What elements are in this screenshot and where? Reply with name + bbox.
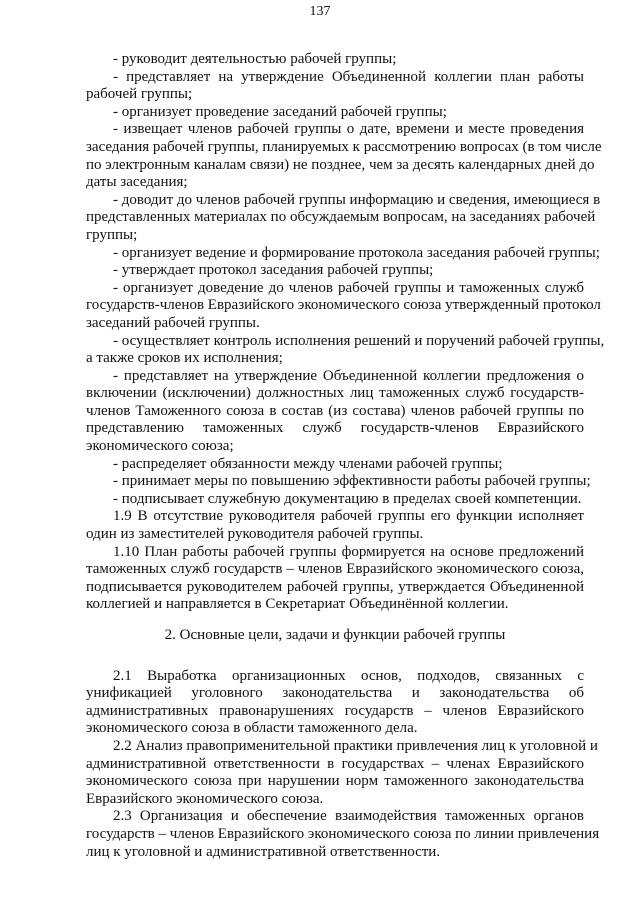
paragraph: [86, 244, 600, 263]
text-line: по электронным каналам связи) не позднее, чем за десять календарных дней до: [86, 156, 595, 173]
text-line: экономического союза в области таможенного дела.: [86, 720, 418, 737]
paragraph: [86, 104, 584, 122]
text-line: коллегией и направляется в Секретариат Объединённой коллегии.: [86, 596, 509, 613]
text-line: экономического союза;: [86, 438, 234, 455]
text-line: - утверждает протокол заседания рабочей группы;: [113, 262, 434, 279]
text-line: рабочей группы;: [86, 86, 193, 103]
paragraph: [86, 51, 584, 69]
text-line: административных правонарушениях государств – членов Евразийского: [86, 702, 584, 719]
text-line: членов Таможенного союза в состав (из состава) членов рабочей группы по: [86, 402, 584, 419]
paragraph: [86, 69, 584, 104]
text-line: лиц к уголовной и административной ответственности.: [86, 843, 441, 860]
text-line: - представляет на утверждение Объединенной коллегии предложения о: [113, 367, 584, 384]
paragraph: [86, 279, 601, 333]
paragraph: [86, 262, 584, 280]
paragraph: [86, 191, 601, 245]
text-line: государств-членов Евразийского экономического союза утвержденный протокол: [86, 297, 601, 314]
text-line: административной ответственности в государствах – членах Евразийского: [86, 755, 584, 772]
section-1: [86, 51, 605, 614]
paragraph: [86, 737, 598, 808]
paragraph: [86, 121, 602, 191]
paragraph: [86, 668, 584, 738]
paragraph: [86, 473, 591, 491]
text-line: группы;: [86, 226, 138, 243]
text-line: подписывается руководителем рабочей группы, утверждается Объединенной: [86, 578, 584, 595]
text-line: - руководит деятельностью рабочей группы;: [113, 51, 397, 67]
text-line: включении (исключении) должностных лиц таможенных служб государств-: [86, 385, 584, 402]
text-line: - доводит до членов рабочей группы информацию и сведения, имеющиеся в: [113, 191, 601, 208]
text-line: - распределяет обязанности между членами рабочей группы;: [113, 455, 503, 472]
text-line: - извещает членов рабочей группы о дате, времени и месте проведения: [113, 121, 584, 138]
text-line: - организует доведение до членов рабочей группы и таможенных служб: [113, 279, 584, 296]
text-line: Евразийского экономического союза.: [86, 790, 324, 807]
text-line: а также сроков их исполнения;: [86, 350, 283, 367]
section-2: [86, 667, 600, 862]
document-body: [86, 51, 605, 861]
text-line: представленных материалах по обсуждаемым вопросам, на заседаниях рабочей: [86, 209, 596, 226]
text-line: - организует проведение заседаний рабочей группы;: [113, 103, 447, 120]
text-line: экономического союза при нарушении норм таможенного законодательства: [86, 773, 584, 790]
paragraph: [86, 456, 584, 474]
section-heading: 2. Основные цели, задачи и функции рабочей группы: [164, 627, 506, 643]
text-line: - принимает меры по повышению эффективности работы рабочей группы;: [113, 473, 591, 490]
text-line: представлению таможенных служб государств-членов Евразийского: [86, 420, 584, 437]
text-line: даты заседания;: [86, 174, 188, 191]
paragraph: [86, 332, 605, 368]
text-line: - осуществляет контроль исполнения решений и поручений рабочей группы,: [113, 332, 605, 349]
paragraph: [86, 508, 584, 543]
text-line: - подписывает служебную документацию в пределах своей компетенции.: [113, 490, 582, 507]
text-line: - организует ведение и формирование протокола заседания рабочей группы;: [113, 244, 600, 261]
paragraph: [86, 491, 584, 509]
paragraph: [86, 808, 600, 861]
text-line: унификацией уголовного законодательства и законодательства об: [86, 685, 584, 702]
text-line: один из заместителей руководителя рабочей группы.: [86, 526, 424, 543]
paragraph: [86, 368, 584, 456]
text-line: 2.3 Организация и обеспечение взаимодействия таможенных органов: [113, 808, 584, 825]
text-line: 1.10 План работы рабочей группы формируется на основе предложений: [113, 543, 584, 560]
text-line: 1.9 В отсутствие руководителя рабочей группы его функции исполняет: [113, 508, 584, 525]
text-line: 2.1 Выработка организационных основ, подходов, связанных с: [113, 667, 584, 684]
text-line: 2.2 Анализ правоприменительной практики привлечения лиц к уголовной и: [113, 737, 598, 754]
paragraph: [86, 544, 584, 614]
text-line: государств – членов Евразийского экономического союза по линии привлечения: [86, 825, 600, 842]
text-line: - представляет на утверждение Объединенной коллегии план работы: [113, 68, 584, 85]
text-line: заседания рабочей группы, планируемых к рассмотрению вопросах (в том числе: [86, 138, 602, 155]
page-number: 137: [309, 4, 331, 19]
text-line: таможенных служб государств – членов Евразийского экономического союза,: [86, 561, 584, 578]
text-line: заседаний рабочей группы.: [86, 314, 260, 331]
